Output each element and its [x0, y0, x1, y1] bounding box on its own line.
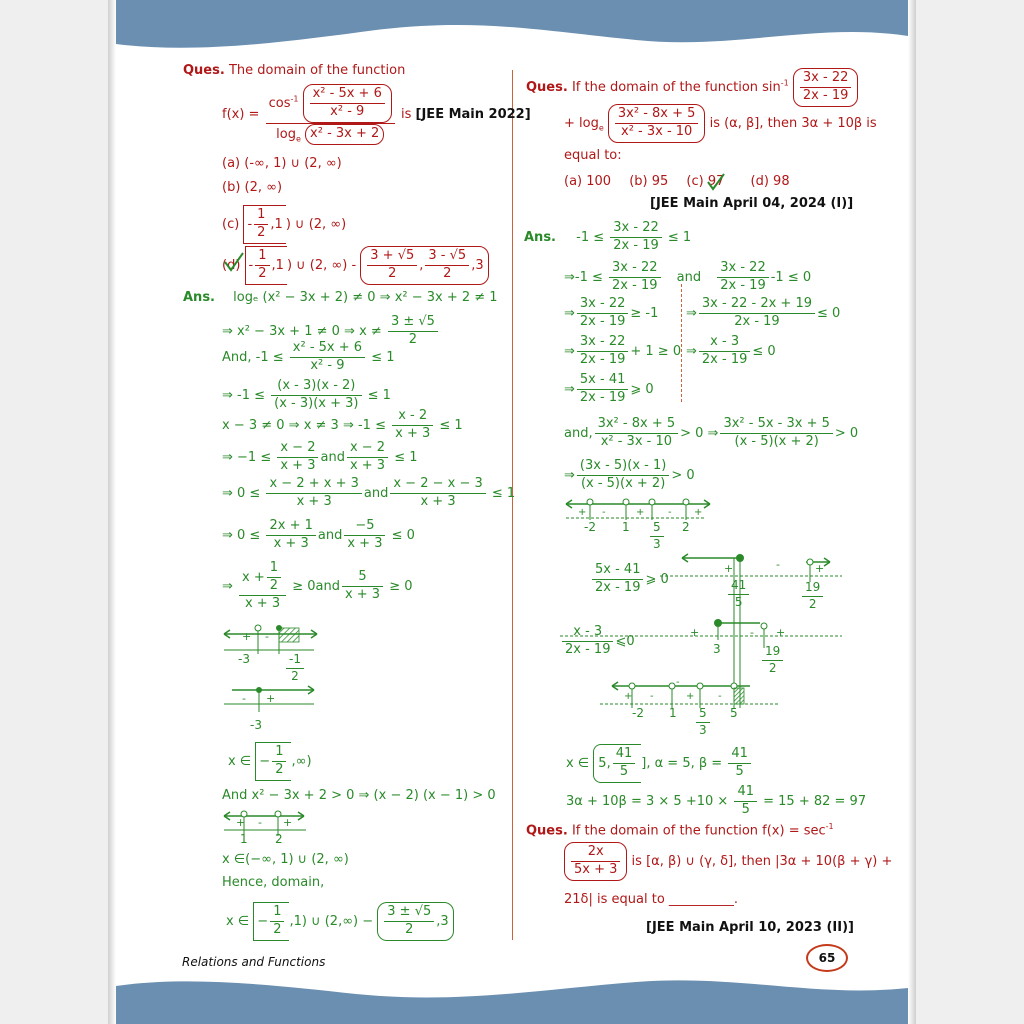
q1-source: [JEE Main 2022] — [415, 106, 531, 122]
a2-sg1: $\frac{5x - 41}{2x - 19}$ ⩾ 0 — [590, 562, 669, 597]
a2-result: x ∈ 5, $\frac{41}{5}$ ], α = 5, β = $\frac{41}{5}$ — [566, 744, 753, 783]
chapter-title: Relations and Functions — [182, 955, 326, 969]
q1-option-a: (a) (-∞, 1) ∪ (2, ∞) — [222, 156, 342, 171]
page-number-badge: 65 — [806, 944, 848, 972]
a1-result2: x ∈(−∞, 1) ∪ (2, ∞) — [222, 852, 349, 867]
q3-source: [JEE Main April 10, 2023 (II)] — [646, 920, 854, 935]
q2-option-b: (b) 95 — [629, 174, 669, 189]
a1-line8: ⇒ 0 ≤ $\frac{2x + 1}{x + 3}$ and $\frac{-5}{x + 3}$ ≤ 0 — [222, 518, 415, 551]
q3-line1: Ques. If the domain of the function $f(x) = \sec^{-1}$ — [526, 822, 834, 839]
q2-options — [564, 174, 790, 191]
q1-option-b: (b) (2, ∞) — [222, 180, 283, 195]
q3-line2: $\frac{2x}{5x + 3}$ is [α, β) ∪ (γ, δ], then |3α + 10(β + γ) + — [564, 842, 892, 881]
a2-label-19-2b: $\frac{19}{2}$ — [760, 644, 785, 676]
q1-fx: f(x) = — [222, 106, 260, 122]
q2-source: [JEE Main April 04, 2024 (I)] — [650, 196, 854, 211]
a2-line1: Ans. -1 ≤ $\frac{3x - 22}{2x - 19}$ ≤ 1 — [524, 220, 692, 253]
a2-label: Ans. — [524, 229, 556, 245]
q3-line3: 21δ| is equal to __________. — [564, 892, 739, 907]
a2-line6: and, $\frac{\text{3x² - 8x + 5}}{\text{x² - 3x - 10}}$ > 0 ⇒ $\frac{\text{3x² - 5x - 3x + 5}}{(x - 5)(x + 2)}$ > 0 — [564, 416, 859, 449]
page-shadow-right — [908, 0, 916, 1024]
a2-label-41-5: $\frac{41}{5}$ — [726, 578, 751, 610]
q1-main-fraction: $\cos^{-1}$ $\frac{\text{x² - 5x + 6}}{\text{x² - 9}}$ $\log_e x^2 - 3x + 2$ — [266, 84, 395, 145]
top-wave-banner — [116, 0, 908, 70]
a2-nl2-five-thirds: $\frac{5}{3}$ — [694, 706, 712, 738]
a1-line6: ⇒ −1 ≤ $\frac{x - 2}{x + 3}$ and $\frac{x - 2}{x + 3}$ ≤ 1 — [222, 440, 418, 473]
a1-final: x ∈ − $\frac{1}{2}$ ,1) ∪ (2,∞) − $\frac{3 \pm √5}{2}$ ,3 — [226, 902, 454, 941]
a1-hence: Hence, domain, — [222, 875, 325, 890]
q2-line1: Ques. If the domain of the function $\sin^{-1}$ $\frac{3x - 22}{2x - 19}$ — [526, 68, 858, 107]
a1-line7: ⇒ 0 ≤ $\frac{x - 2 + x + 3}{x + 3}$ and $\frac{x - 2 - x - 3}{x + 3}$ ≤ 1 — [222, 476, 516, 509]
q2-line3: equal to: — [564, 148, 622, 163]
a2-line3-right: ⇒ $\frac{3x - 22 - 2x + 19}{2x - 19}$ ≤ 0 — [686, 296, 841, 329]
q1-option-d: (d) - $\frac{1}{2}$ ,1 ) ∪ (2, ∞) - $\frac{3 + √5}{2}$ , $\frac{3 - √5}{2}$ ,3 — [222, 246, 489, 285]
a2-calc: 3α + 10β = 3 × 5 +10 × $\frac{41}{5}$ = 15 + 82 = 97 — [566, 784, 867, 817]
q1-function: f(x) = $\cos^{-1}$ $\frac{\text{x² - 5x + 6}}{\text{x² - 9}}$ $\log_e x^2 - 3x + 2$ is [JEE Main 2022] — [222, 86, 531, 144]
q1-text: The domain of the function — [228, 63, 406, 78]
a2-line7: ⇒ $\frac{(3x - 5)(x - 1)}{(x - 5)(x + 2)}$ > 0 — [564, 458, 695, 491]
a2-sg2: $\frac{x - 3}{2x - 19}$ ⩽0 — [560, 624, 635, 659]
a1-result1: x ∈ − $\frac{1}{2}$ ,∞) — [228, 742, 312, 781]
a1-line1: Ans. logₑ (x² − 3x + 2) ≠ 0 ⇒ x² − 3x + 2 ≠ 1 — [183, 290, 498, 305]
bottom-wave-banner — [116, 968, 908, 1024]
a2-line4-right: ⇒ $\frac{x - 3}{2x - 19}$ ≤ 0 — [686, 334, 776, 367]
a2-label-19-2a: $\frac{19}{2}$ — [800, 580, 825, 612]
nl1-b: $\frac{-1}{2}$ — [284, 652, 306, 684]
a2-line2: ⇒-1 ≤ $\frac{3x - 22}{2x - 19}$ and $\frac{3x - 22}{2x - 19}$ -1 ≤ 0 — [564, 260, 812, 293]
a1-line3: And, -1 ≤ $\frac{\text{x² - 5x + 6}}{\text{x² - 9}}$ ≤ 1 — [222, 340, 395, 373]
a1-line10: And x² − 3x + 2 > 0 ⇒ (x − 2) (x − 1) > 0 — [222, 788, 496, 803]
a1-line9: ⇒ x + $\frac{1}{2}$ x + 3 ≥ 0and $\frac{5}{x + 3}$ ≥ 0 — [222, 560, 413, 611]
a1-line2: ⇒ x² − 3x + 1 ≠ 0 ⇒ x ≠ $\frac{3 \pm √5}{2}$ — [222, 314, 440, 349]
q3-label: Ques. — [526, 823, 568, 839]
q2-option-d: (d) 98 — [750, 174, 790, 189]
a1-sign-chart-1 — [222, 616, 322, 686]
q2-option-c: (c) 97 — [686, 174, 725, 189]
q2-option-a: (a) 100 — [564, 174, 612, 189]
check-mark-icon — [706, 172, 726, 192]
page-shadow-left — [108, 0, 116, 1024]
a2-dashed-separator — [681, 284, 682, 402]
a1-label: Ans. — [183, 290, 215, 305]
q2-label: Ques. — [526, 79, 568, 95]
a1-line5: x − 3 ≠ 0 ⇒ x ≠ 3 ⇒ -1 ≤ $\frac{x - 2}{x + 3}$ ≤ 1 — [222, 408, 463, 441]
a2-line3: ⇒ $\frac{3x - 22}{2x - 19}$ ≥ -1 — [564, 296, 659, 329]
a2-nl-five-thirds: $\frac{5}{3}$ — [648, 520, 666, 552]
check-mark-icon — [222, 250, 246, 274]
a2-line5: ⇒ $\frac{5x - 41}{2x - 19}$ ⩾ 0 — [564, 372, 654, 405]
a2-line4: ⇒ $\frac{3x - 22}{2x - 19}$ + 1 ≥ 0 — [564, 334, 682, 367]
q1-label: Ques. — [183, 63, 225, 78]
q1-heading — [183, 63, 405, 80]
q1-option-c: (c) - $\frac{1}{2}$ ,1 ) ∪ (2, ∞) — [222, 205, 346, 244]
q2-line2: + $\log_e$ $\frac{\text{3x² - 8x + 5}}{\text{x² - 3x - 10}}$ is (α, β], then 3α + 10β is — [564, 104, 877, 143]
a1-line4: ⇒ -1 ≤ $\frac{(x - 3)(x - 2)}{(x - 3)(x + 3)}$ ≤ 1 — [222, 378, 391, 411]
